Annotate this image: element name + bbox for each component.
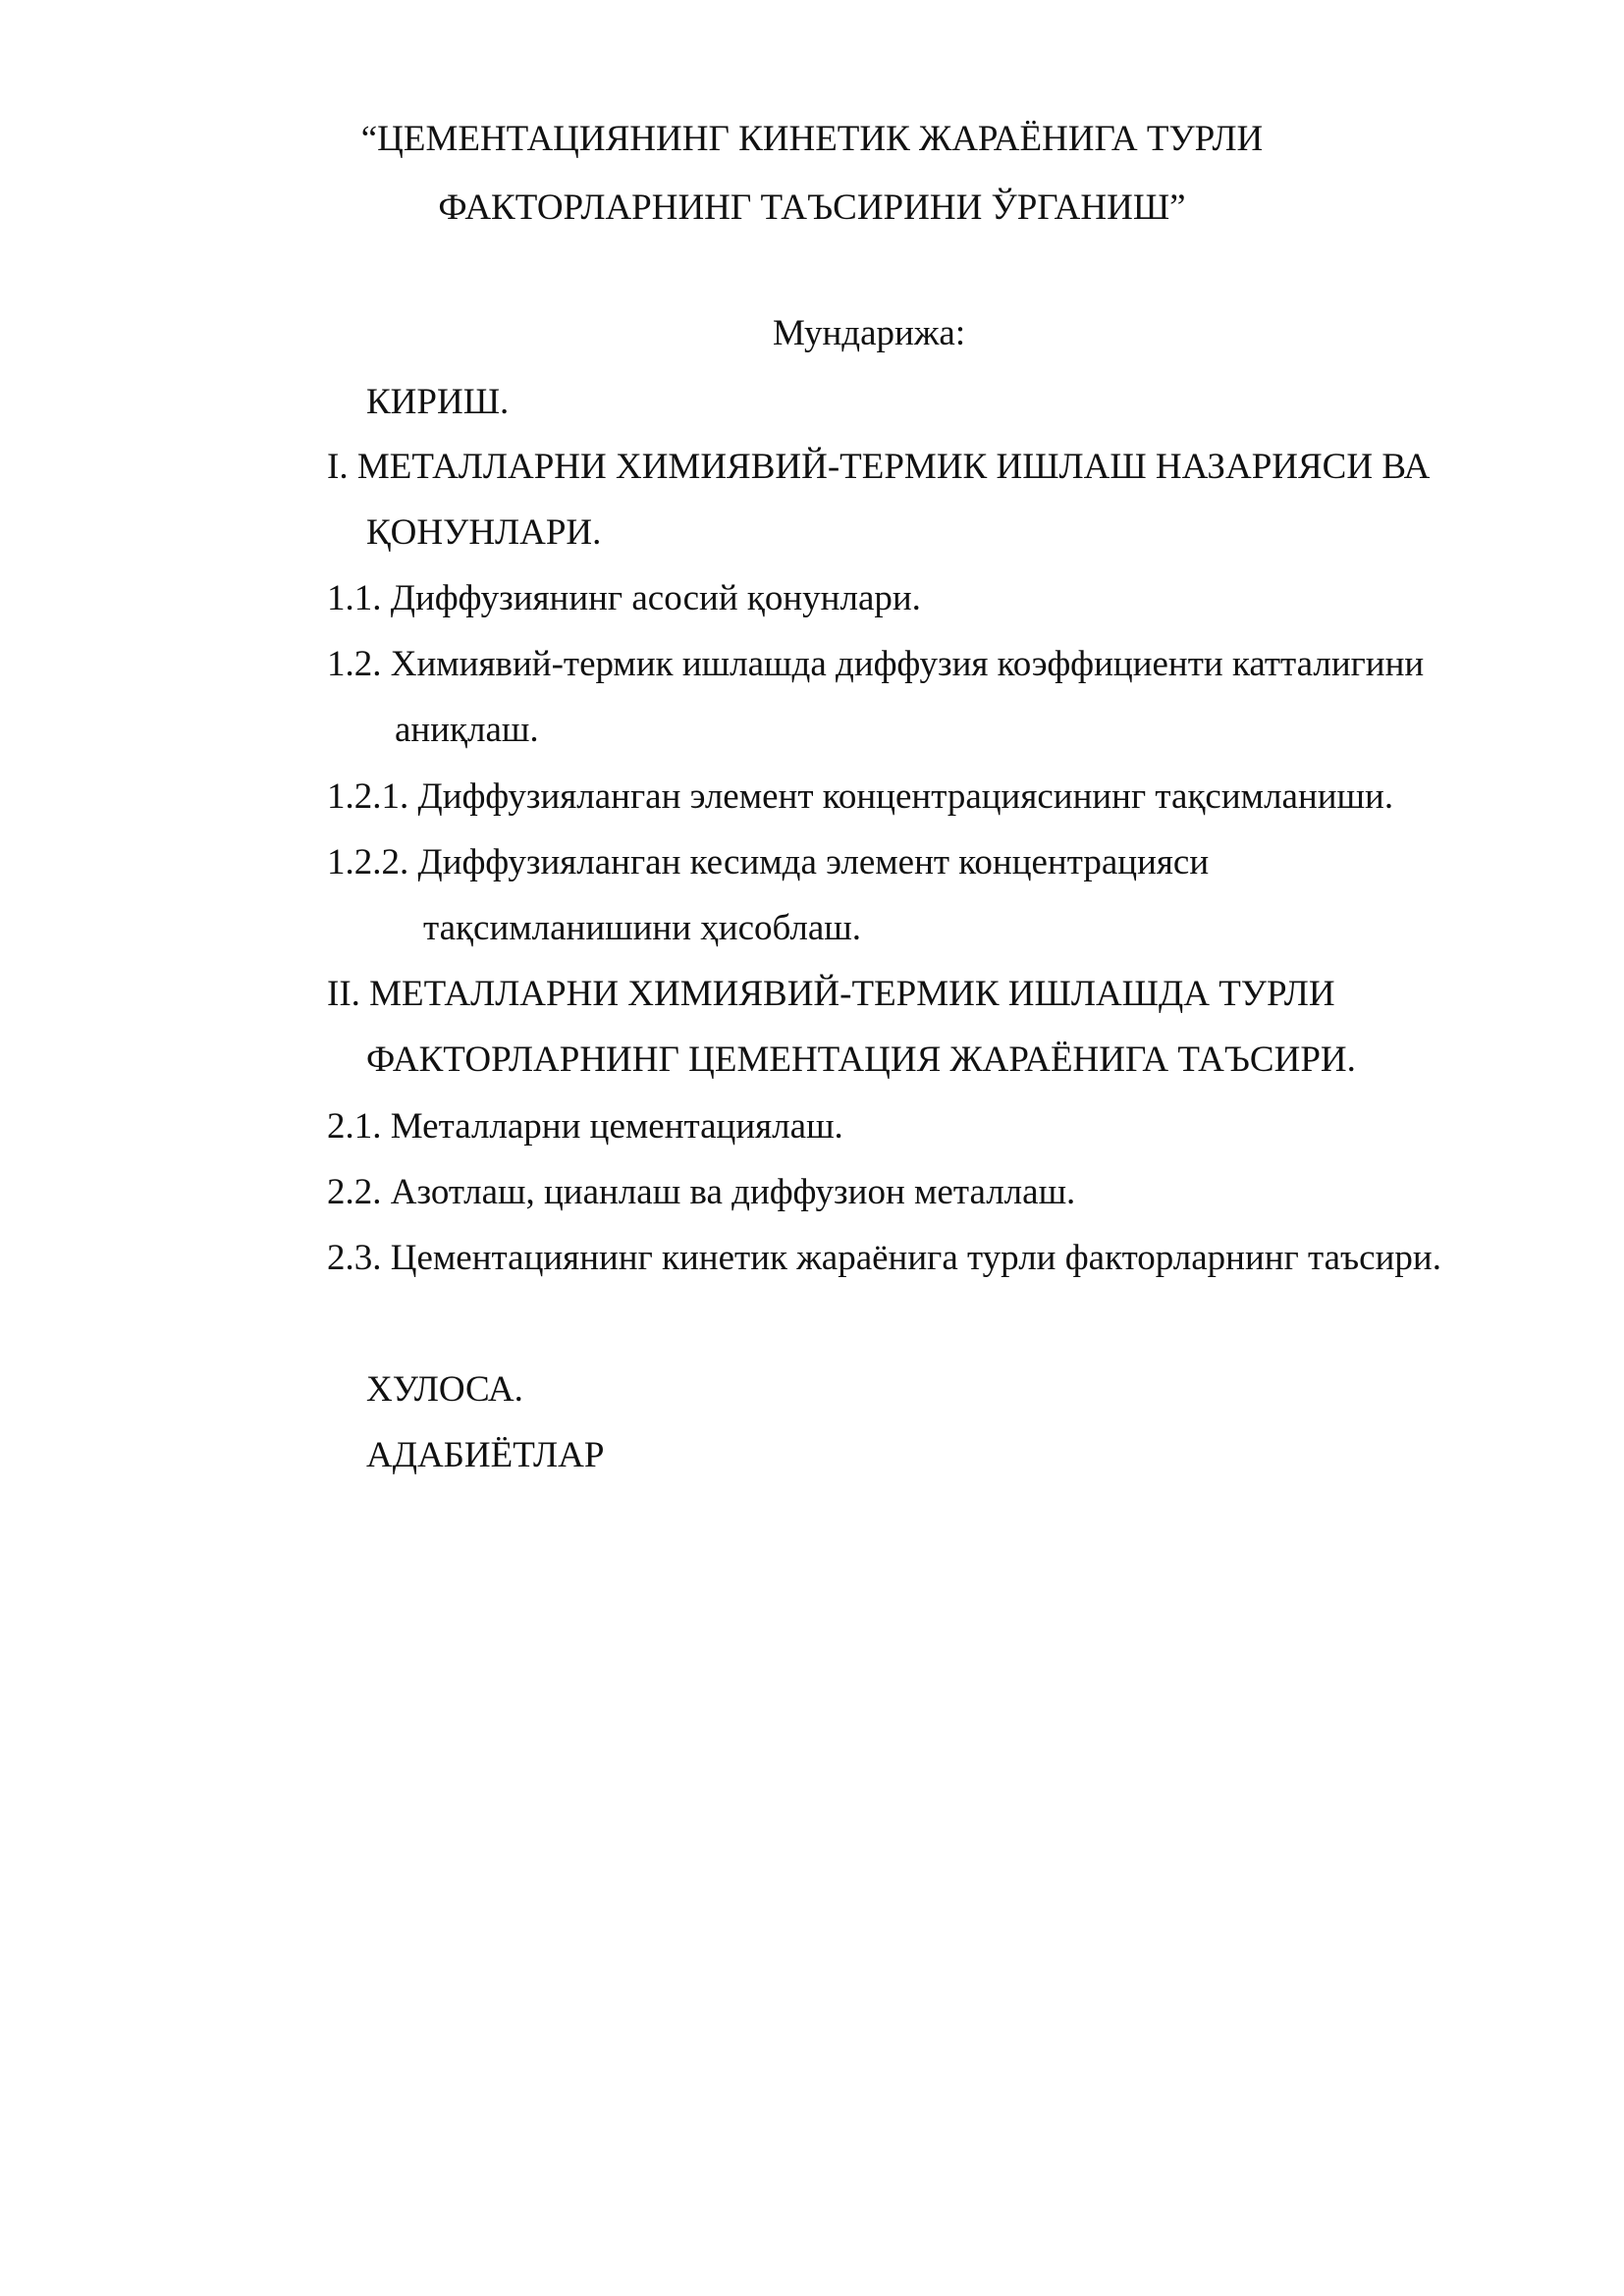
toc-item-2-1: 2.1. Металларни цементациялаш. [327, 1106, 843, 1147]
toc-item-1-2-1: 1.2.1. Диффузияланган элемент концентрациясининг тақсимланиши. [327, 776, 1394, 817]
toc-item-1-2-2: 1.2.2. Диффузияланган кесимда элемент концентрацияси [327, 842, 1210, 882]
toc-item-conclusion: ХУЛОСА. [366, 1369, 523, 1410]
toc-item-chapter-2: II. МЕТАЛЛАРНИ ХИМИЯВИЙ-ТЕРМИК ИШЛАШДА ТУРЛИ [327, 974, 1335, 1014]
toc-item-intro: КИРИШ. [366, 382, 510, 422]
document-title [0, 105, 1624, 242]
toc-item-1-2: 1.2. Химиявий-термик ишлашда диффузия коэффициенти катталигини [327, 644, 1425, 684]
toc-item-chapter-1-cont: ҚОНУНЛАРИ. [366, 512, 602, 553]
toc-item-2-2: 2.2. Азотлаш, цианлаш ва диффузион металлаш. [327, 1172, 1076, 1212]
toc-item-1-2-cont: аниқлаш. [395, 710, 539, 750]
toc-item-1-2-2-cont: тақсимланишини ҳисоблаш. [423, 908, 862, 948]
toc-item-chapter-2-cont: ФАКТОРЛАРНИНГ ЦЕМЕНТАЦИЯ ЖАРАЁНИГА ТАЪСИРИ. [366, 1040, 1356, 1080]
title-line-1: “ЦЕМЕНТАЦИЯНИНГ КИНЕТИК ЖАРАЁНИГА ТУРЛИ [360, 119, 1264, 159]
toc-item-references: АДАБИЁТЛАР [366, 1435, 605, 1475]
title-line-2: ФАКТОРЛАРНИНГ ТАЪСИРИНИ ЎРГАНИШ” [438, 187, 1186, 228]
toc-item-1-1: 1.1. Диффузиянинг асосий қонунлари. [327, 578, 921, 618]
toc-item-2-3: 2.3. Цементациянинг кинетик жараёнига турли факторларнинг таъсири. [327, 1238, 1441, 1278]
toc-heading: Мундарижа: [773, 313, 966, 353]
toc-item-chapter-1: I. МЕТАЛЛАРНИ ХИМИЯВИЙ-ТЕРМИК ИШЛАШ НАЗАРИЯСИ ВА [327, 447, 1431, 487]
